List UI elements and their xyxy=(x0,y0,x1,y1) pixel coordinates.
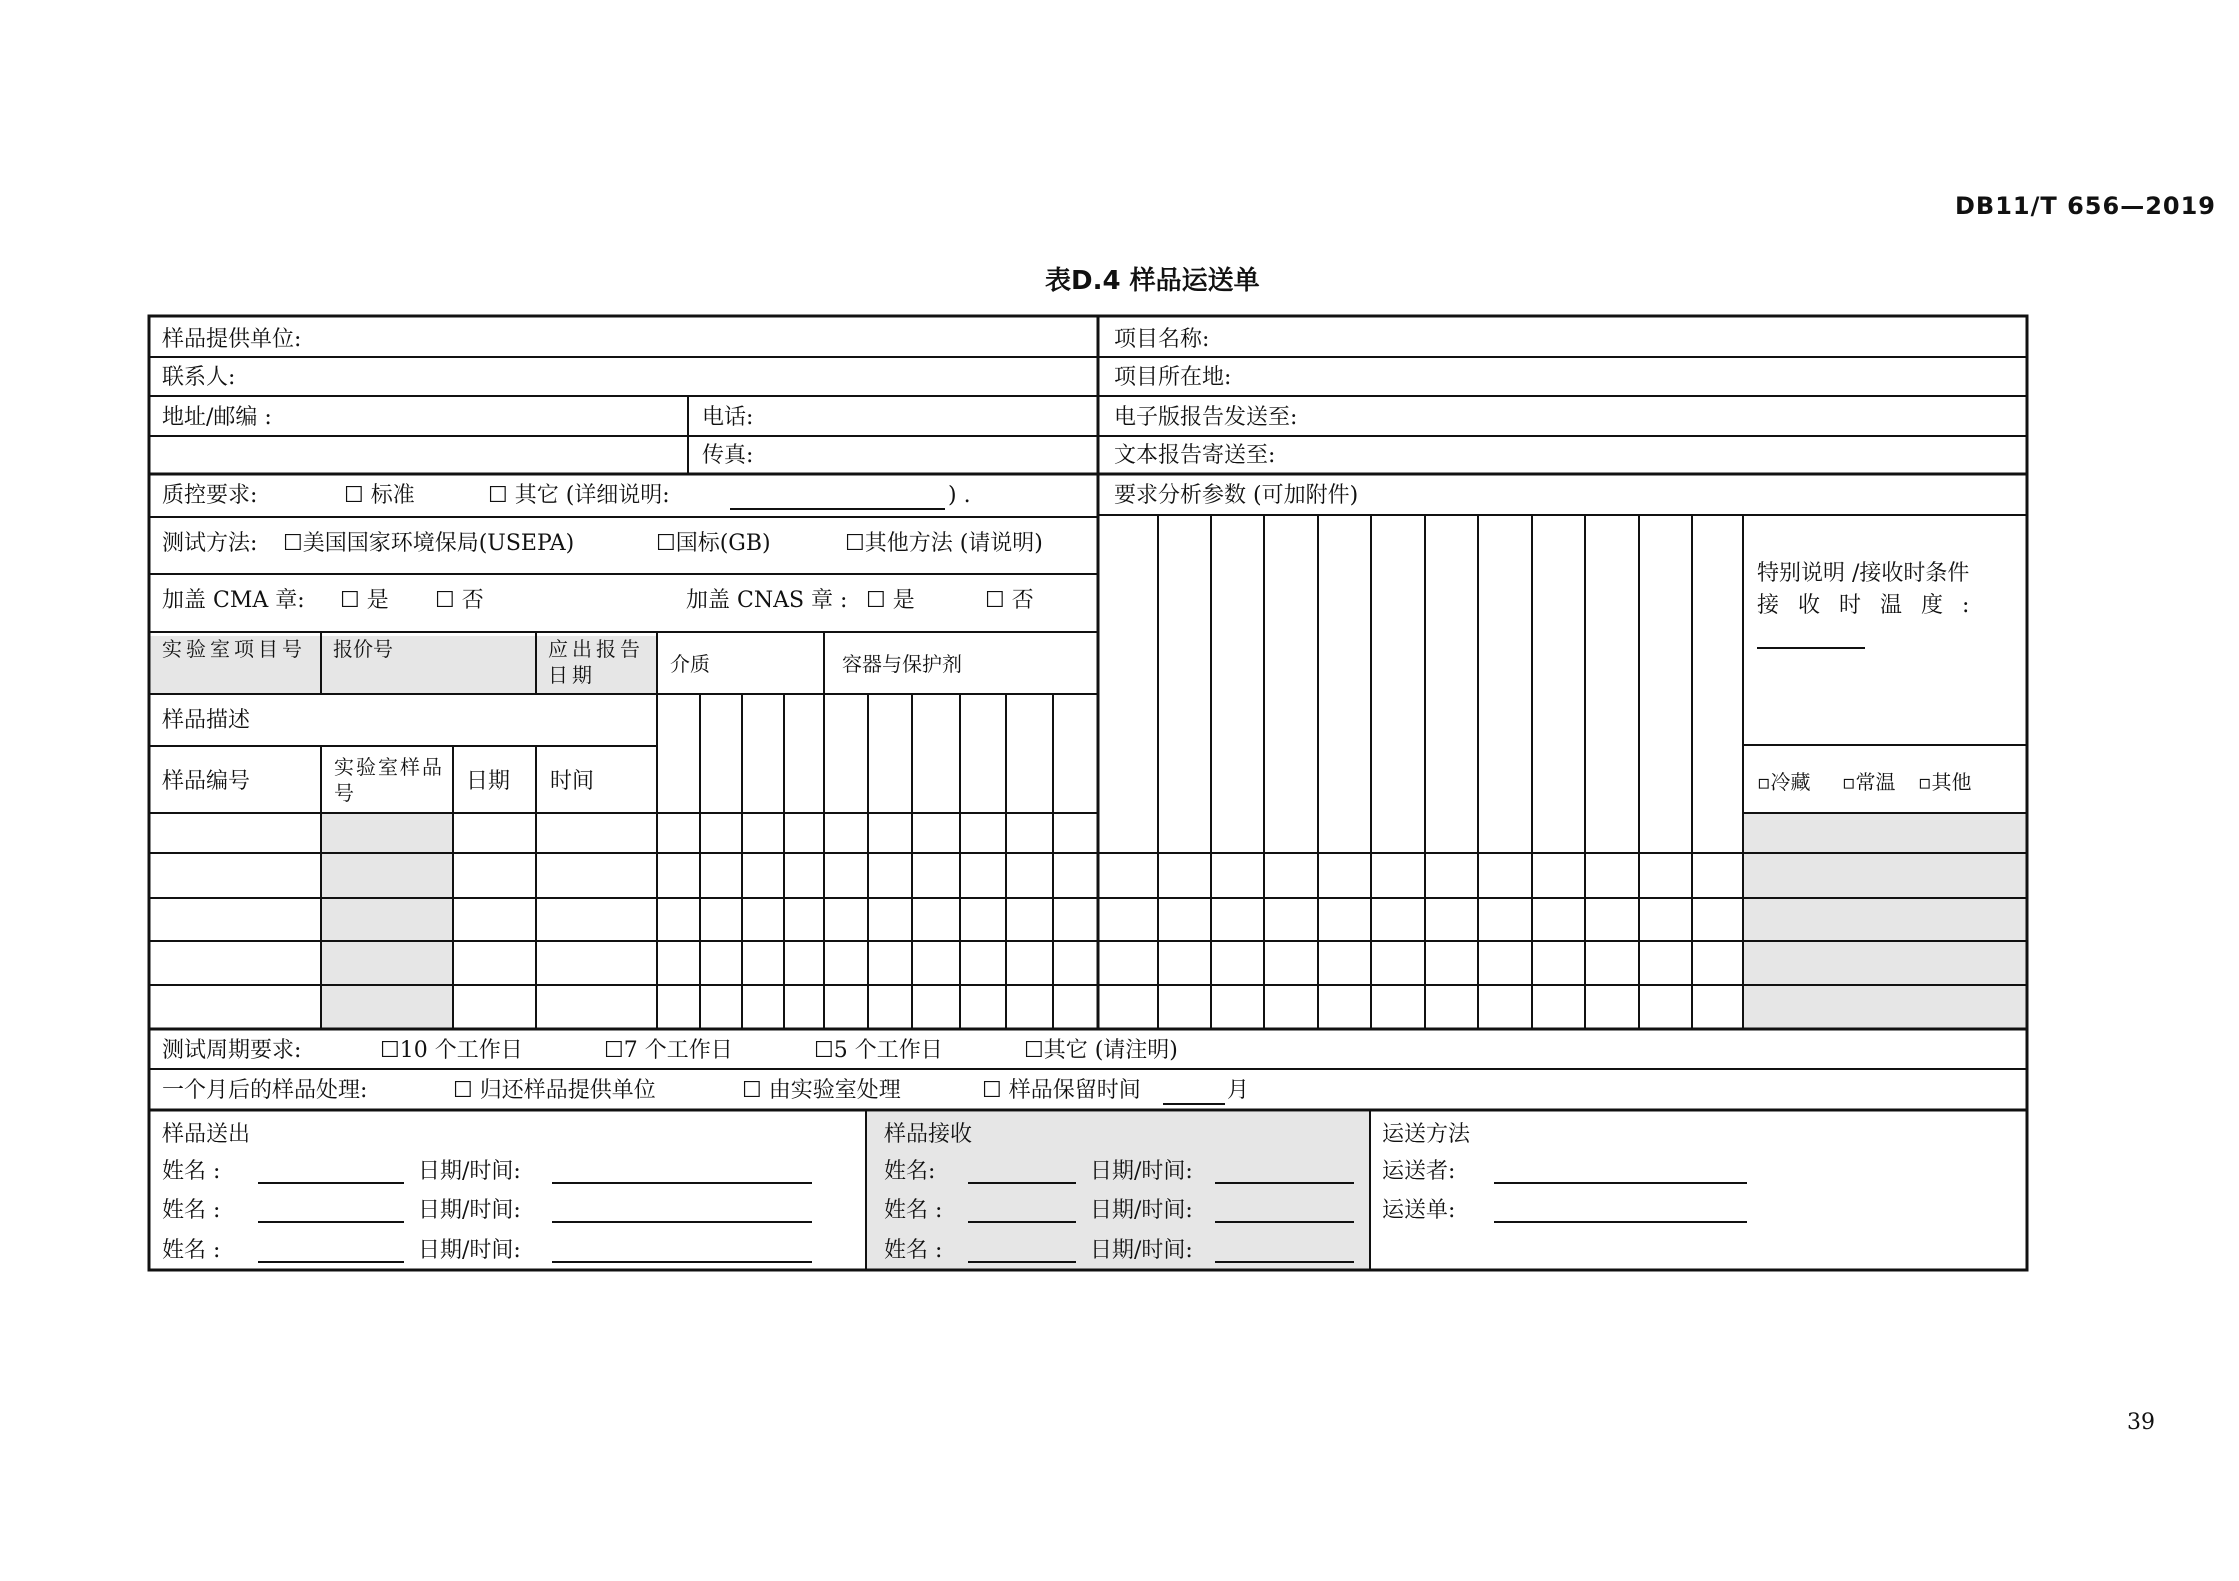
special-note-label: 特别说明 /接收时条件 xyxy=(1757,561,1970,586)
storage-room-checkbox[interactable]: ▫常温 xyxy=(1842,770,1896,794)
receive-title: 样品接收 xyxy=(884,1122,973,1147)
analysis-params-label: 要求分析参数 (可加附件) xyxy=(1114,483,1359,508)
qc-other-checkbox[interactable]: ☐ 其它 (详细说明: xyxy=(488,483,670,508)
e-report-label: 电子版报告发送至: xyxy=(1114,405,1298,430)
qc-end: ) . xyxy=(948,483,971,508)
receive-name-1: 姓名: xyxy=(884,1159,936,1184)
transport-waybill-label: 运送单: xyxy=(1382,1198,1456,1223)
receive-name-3: 姓名 : xyxy=(884,1238,943,1263)
send-name-3: 姓名 : xyxy=(162,1238,221,1263)
receive-datetime-2: 日期/时间: xyxy=(1090,1198,1193,1223)
lab-sample-no-header: 实验室样品号 xyxy=(334,755,444,805)
send-datetime-3: 日期/时间: xyxy=(418,1238,521,1263)
disposal-month-unit: 月 xyxy=(1227,1078,1250,1103)
send-datetime-2: 日期/时间: xyxy=(418,1198,521,1223)
cycle-5-checkbox[interactable]: ☐5 个工作日 xyxy=(814,1038,943,1063)
cnas-no-checkbox[interactable]: ☐ 否 xyxy=(985,588,1034,613)
project-name-label: 项目名称: xyxy=(1114,327,1210,352)
cycle-other-checkbox[interactable]: ☐其它 (请注明) xyxy=(1024,1038,1178,1063)
cma-no-checkbox[interactable]: ☐ 否 xyxy=(435,588,484,613)
cma-label: 加盖 CMA 章: xyxy=(162,588,305,613)
standard-code: DB11/T 656—2019 xyxy=(1955,192,2216,220)
method-usepa-checkbox[interactable]: ☐美国国家环境保局(USEPA) xyxy=(283,531,575,556)
cycle-label: 测试周期要求: xyxy=(162,1038,302,1063)
send-title: 样品送出 xyxy=(162,1122,251,1147)
report-date-header: 应出报告日期 xyxy=(548,637,644,687)
qc-label: 质控要求: xyxy=(162,483,258,508)
send-name-2: 姓名 : xyxy=(162,1198,221,1223)
project-location-label: 项目所在地: xyxy=(1114,365,1232,390)
cma-yes-checkbox[interactable]: ☐ 是 xyxy=(340,588,389,613)
receive-datetime-1: 日期/时间: xyxy=(1090,1159,1193,1184)
send-datetime-1: 日期/时间: xyxy=(418,1159,521,1184)
phone-label: 电话: xyxy=(702,405,754,430)
date-header: 日期 xyxy=(466,769,511,794)
paper-report-label: 文本报告寄送至: xyxy=(1114,443,1276,468)
time-header: 时间 xyxy=(550,769,595,794)
transport-title: 运送方法 xyxy=(1382,1122,1471,1147)
medium-header: 介质 xyxy=(670,652,710,676)
sample-no-header: 样品编号 xyxy=(162,769,251,794)
quote-no-header: 报价号 xyxy=(333,637,393,661)
method-gb-checkbox[interactable]: ☐国标(GB) xyxy=(656,531,771,556)
transport-carrier-label: 运送者: xyxy=(1382,1159,1456,1184)
method-other-checkbox[interactable]: ☐其他方法 (请说明) xyxy=(845,531,1043,556)
storage-other-checkbox[interactable]: ▫其他 xyxy=(1918,770,1972,794)
disposal-label: 一个月后的样品处理: xyxy=(162,1078,368,1103)
sample-provider-label: 样品提供单位: xyxy=(162,327,302,352)
cnas-label: 加盖 CNAS 章 : xyxy=(686,588,848,613)
form-title: 表D.4 样品运送单 xyxy=(1045,266,1260,296)
fax-label: 传真: xyxy=(702,443,754,468)
lab-project-no-header: 实验室项目号 xyxy=(162,637,306,661)
disposal-return-checkbox[interactable]: ☐ 归还样品提供单位 xyxy=(453,1078,656,1103)
cycle-7-checkbox[interactable]: ☐7 个工作日 xyxy=(604,1038,733,1063)
container-header: 容器与保护剂 xyxy=(842,652,962,676)
sample-desc-label: 样品描述 xyxy=(162,708,251,733)
receive-datetime-3: 日期/时间: xyxy=(1090,1238,1193,1263)
contact-label: 联系人: xyxy=(162,365,236,390)
receive-name-2: 姓名 : xyxy=(884,1198,943,1223)
receive-temp-label: 接 收 时 温 度 : xyxy=(1757,593,1976,618)
storage-cold-checkbox[interactable]: ▫冷藏 xyxy=(1757,770,1811,794)
cnas-yes-checkbox[interactable]: ☐ 是 xyxy=(866,588,915,613)
disposal-lab-checkbox[interactable]: ☐ 由实验室处理 xyxy=(742,1078,901,1103)
qc-standard-checkbox[interactable]: ☐ 标准 xyxy=(344,483,415,508)
page-number: 39 xyxy=(2127,1410,2155,1435)
cycle-10-checkbox[interactable]: ☐10 个工作日 xyxy=(380,1038,523,1063)
send-name-1: 姓名 : xyxy=(162,1159,221,1184)
disposal-retain-checkbox[interactable]: ☐ 样品保留时间 xyxy=(982,1078,1141,1103)
address-label: 地址/邮编 : xyxy=(162,405,272,430)
method-label: 测试方法: xyxy=(162,531,258,556)
